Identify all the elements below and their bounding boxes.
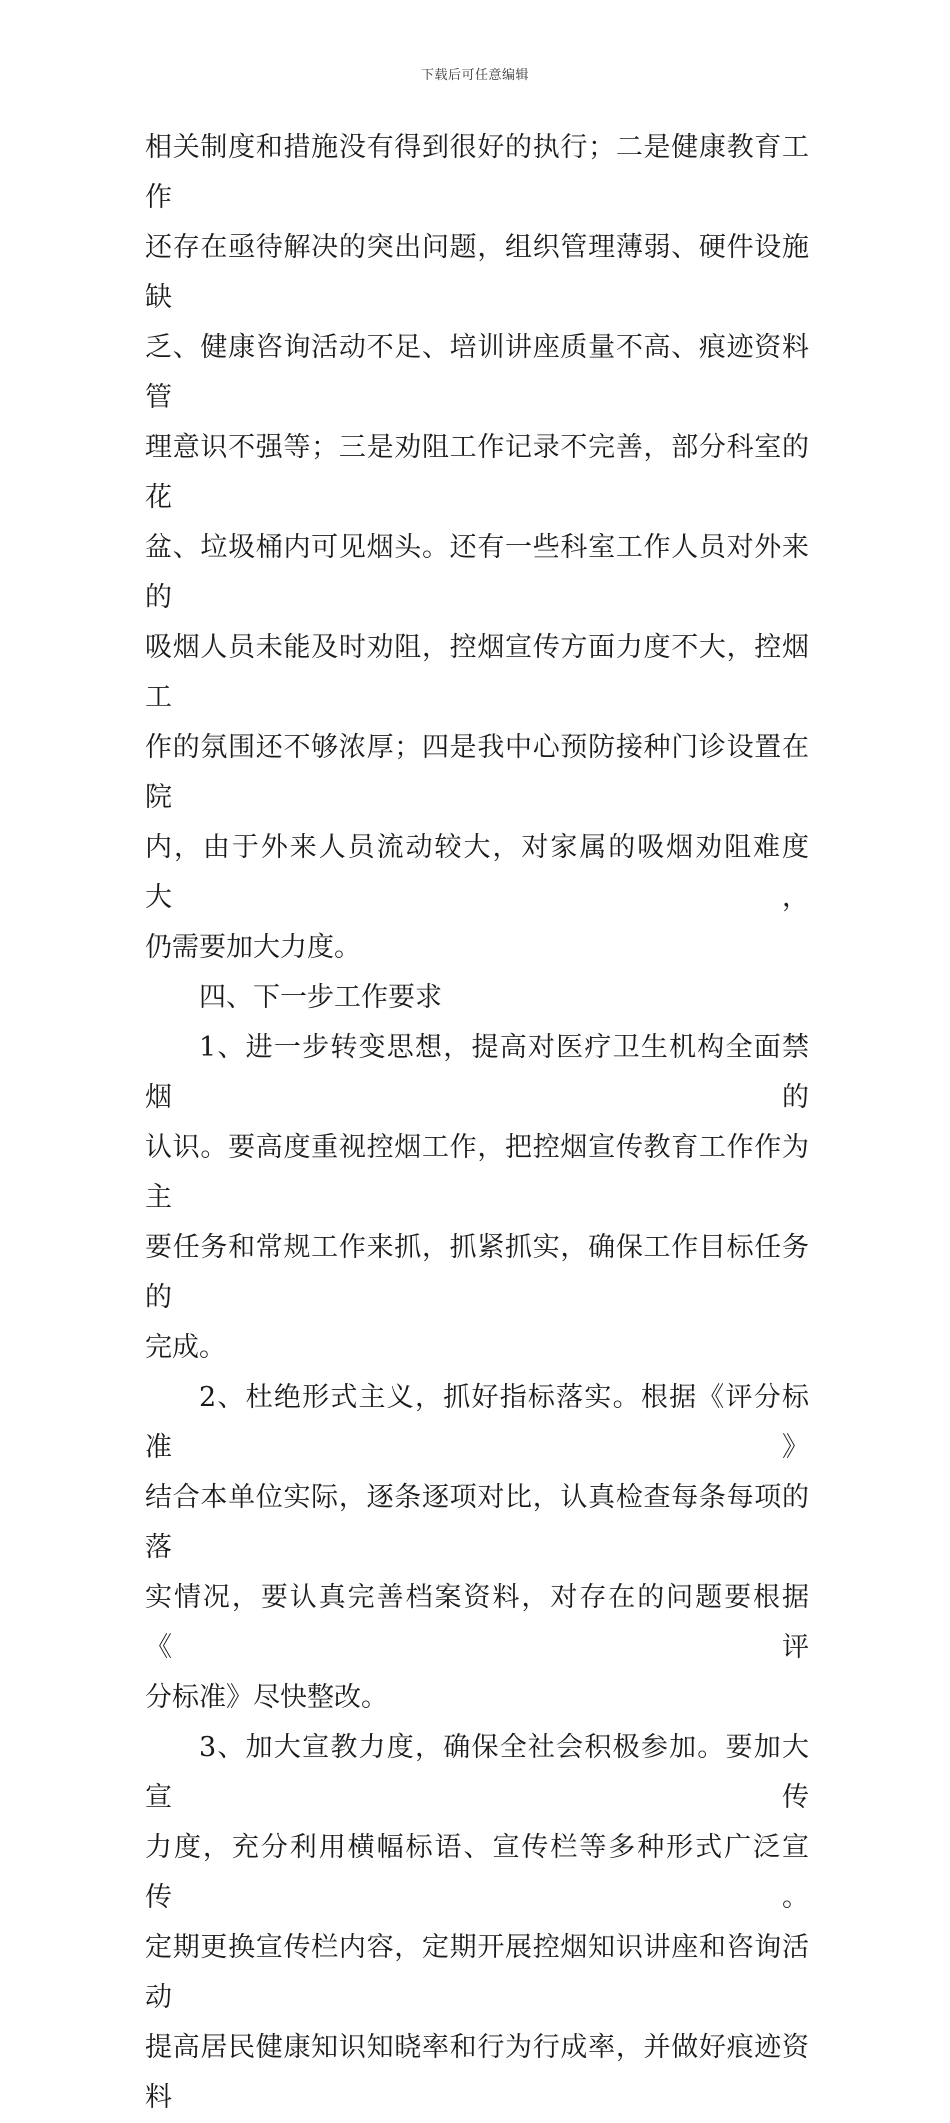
- paragraph: [145, 123, 809, 973]
- text-line: 吸烟人员未能及时劝阻，控烟宣传方面力度不大，控烟工: [145, 632, 809, 713]
- text-line: 结合本单位实际，逐条逐项对比，认真检查每条每项的落: [145, 1482, 809, 1563]
- text-line: 定期更换宣传栏内容，定期开展控烟知识讲座和咨询活动: [145, 1932, 809, 2013]
- text-line: 力度，充分利用横幅标语、宣传栏等多种形式广泛宣传。: [145, 1832, 809, 1913]
- text-line: 认识。要高度重视控烟工作，把控烟宣传教育工作作为主: [145, 1132, 809, 1213]
- text-line: 理意识不强等；三是劝阻工作记录不完善，部分科室的花: [145, 432, 809, 513]
- document-body: [145, 123, 809, 2123]
- page-header-note: 下载后可任意编辑: [420, 68, 529, 83]
- text-line: 要任务和常规工作来抓，抓紧抓实，确保工作目标任务的: [145, 1232, 809, 1313]
- text-line: 仍需要加大力度。: [145, 932, 361, 963]
- text-line: 还存在亟待解决的突出问题，组织管理薄弱、硬件设施缺: [145, 232, 809, 313]
- text-line: 盆、垃圾桶内可见烟头。还有一些科室工作人员对外来的: [145, 532, 809, 613]
- paragraph: [145, 1723, 809, 2123]
- text-line: 乏、健康咨询活动不足、培训讲座质量不高、痕迹资料管: [145, 332, 809, 413]
- text-line: 2、杜绝形式主义，抓好指标落实。根据《评分标准》: [145, 1382, 809, 1463]
- text-line: 四、下一步工作要求: [199, 982, 442, 1013]
- text-line: 内，由于外来人员流动较大，对家属的吸烟劝阻难度大，: [145, 832, 809, 913]
- text-line: 提高居民健康知识知晓率和行为行成率，并做好痕迹资料: [145, 2032, 809, 2113]
- paragraph: [145, 973, 809, 1023]
- paragraph-list: [145, 123, 809, 2123]
- text-line: 分标准》尽快整改。: [145, 1682, 388, 1713]
- text-line: 3、加大宣教力度，确保全社会积极参加。要加大宣传: [145, 1732, 809, 1813]
- text-line: 作的氛围还不够浓厚；四是我中心预防接种门诊设置在院: [145, 732, 809, 813]
- paragraph: [145, 1023, 809, 1373]
- text-line: 相关制度和措施没有得到很好的执行；二是健康教育工作: [145, 132, 809, 213]
- text-line: 实情况，要认真完善档案资料，对存在的问题要根据《评: [145, 1582, 809, 1663]
- text-line: 1、进一步转变思想，提高对医疗卫生机构全面禁烟的: [145, 1032, 809, 1113]
- text-line: 完成。: [145, 1332, 226, 1363]
- paragraph: [145, 1373, 809, 1723]
